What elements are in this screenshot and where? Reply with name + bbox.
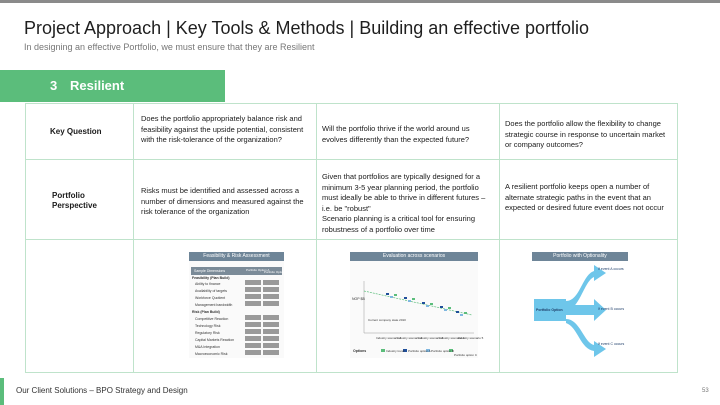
feasibility-group-1: Feasibility (Plan Build) xyxy=(192,276,230,280)
feasibility-row-3: Workforce Quotient xyxy=(195,296,226,300)
optionality-outcome-1: If event A occurs xyxy=(598,267,624,271)
feasibility-col-header-3: Portfolio Option B xyxy=(264,270,288,274)
scenario-x-label-2: Industry scenario 2 xyxy=(397,336,423,340)
section-number: 3 xyxy=(50,78,58,93)
key-question-cell-1: Does the portfolio appropriately balance risk and feasibility against the upside potential, consistent with the risk-tolerance of the organization? xyxy=(141,114,304,144)
scenario-legend-item-4: Portfolio option C xyxy=(454,353,478,357)
scenario-x-label-3: Industry scenario 3 xyxy=(418,336,444,340)
feasibility-row-4: Management bandwidth xyxy=(195,303,233,307)
scenario-annotation: Current company state 2010 xyxy=(368,318,406,322)
page-title: Project Approach | Key Tools & Methods | Building an effective portfolio xyxy=(24,18,590,38)
footer-text: Our Client Solutions – BPO Strategy and Design xyxy=(16,386,188,395)
optionality-outcome-3: If event C occurs xyxy=(598,342,625,346)
optionality-source-label: Portfolio Option xyxy=(536,308,563,312)
page-number: 53 xyxy=(702,388,709,394)
feasibility-row-6: Technology Risk xyxy=(195,324,221,328)
scenario-legend-item-2: Portfolio option A xyxy=(408,349,431,353)
key-question-cell-2: Will the portfolio thrive if the world around us evolves differently than the expected future? xyxy=(322,124,470,144)
column-divider-2 xyxy=(316,103,317,373)
feasibility-thumbnail-title: Feasibility & Risk Assessment xyxy=(189,252,284,261)
optionality-outcome-2: If event B occurs xyxy=(598,307,625,311)
feasibility-col-header-2: Portfolio Option A xyxy=(246,268,270,272)
scenario-legend-item-1: Industry trend xyxy=(386,349,405,353)
arrow-up-icon xyxy=(566,265,606,311)
arrow-down-icon xyxy=(566,319,606,357)
optionality-thumbnail-title: Portfolio with Optionality xyxy=(532,252,628,261)
feasibility-row-1: Ability to finance xyxy=(195,282,221,286)
scenario-x-label-5: Industry scenario 5 xyxy=(458,336,484,340)
feasibility-group-2: Risk (Plan Build) xyxy=(192,310,220,314)
feasibility-row-8: Capital Markets Reaction xyxy=(195,338,235,342)
scenario-evaluation-thumbnail xyxy=(350,252,484,358)
scenario-legend-label: Options xyxy=(353,349,367,353)
top-rule xyxy=(0,0,720,3)
scenario-legend-item-3: Portfolio option B xyxy=(431,349,454,353)
feasibility-row-10: Macroeconomic Risk xyxy=(195,352,228,356)
scenario-markers xyxy=(386,293,467,316)
scenario-y-label: NOP $B xyxy=(352,297,365,301)
perspective-cell-2a: Given that portfolios are typically designed for a minimum 3-5 year planning period, the portfolio must ideally be able to thrive in different futures – i.e. be "robust" xyxy=(322,172,486,213)
row-divider-2 xyxy=(25,239,678,240)
section-label: Resilient xyxy=(70,78,125,93)
footer-accent-bar xyxy=(0,378,4,405)
feasibility-col-header-1: Sample Dimensions xyxy=(194,269,226,273)
scenario-chart-graphic xyxy=(350,261,478,358)
feasibility-row-5: Competitive Reaction xyxy=(195,317,229,321)
feasibility-row-2: Availability of targets xyxy=(195,289,228,293)
key-question-label: Key Question xyxy=(50,127,102,136)
scenario-x-label-1: Industry scenario 1 xyxy=(376,336,402,340)
feasibility-row-9: M&A Integration xyxy=(195,345,220,349)
column-divider-1 xyxy=(133,103,134,373)
portfolio-perspective-label: Portfolio Perspective xyxy=(52,191,97,210)
page-subtitle: In designing an effective Portfolio, we must ensure that they are Resilient xyxy=(24,42,315,52)
perspective-cell-1: Risks must be identified and assessed across a number of dimensions and measured against the risk tolerance of the organization xyxy=(141,186,304,216)
column-divider-3 xyxy=(499,103,500,373)
scenario-trend-line xyxy=(364,291,472,315)
feasibility-risk-thumbnail xyxy=(189,252,288,358)
row-divider-1 xyxy=(25,159,678,160)
feasibility-score-cells xyxy=(245,280,279,355)
key-question-cell-3: Does the portfolio allow the flexibility to change strategic course in response to uncertain market or company outcomes? xyxy=(505,119,666,149)
feasibility-row-7: Regulatory Risk xyxy=(195,331,220,335)
scenario-thumbnail-title: Evaluation across scenarios xyxy=(350,252,478,261)
optionality-thumbnail xyxy=(532,252,628,358)
perspective-cell-3: A resilient portfolio keeps open a number of alternate strategic paths in the event that an expected or desired future event does not occur xyxy=(505,182,664,212)
perspective-cell-2b: Scenario planning is a critical tool for ensuring robustness of a portfolio over time xyxy=(322,214,475,234)
scenario-x-label-4: Industry scenario 4 xyxy=(439,336,465,340)
